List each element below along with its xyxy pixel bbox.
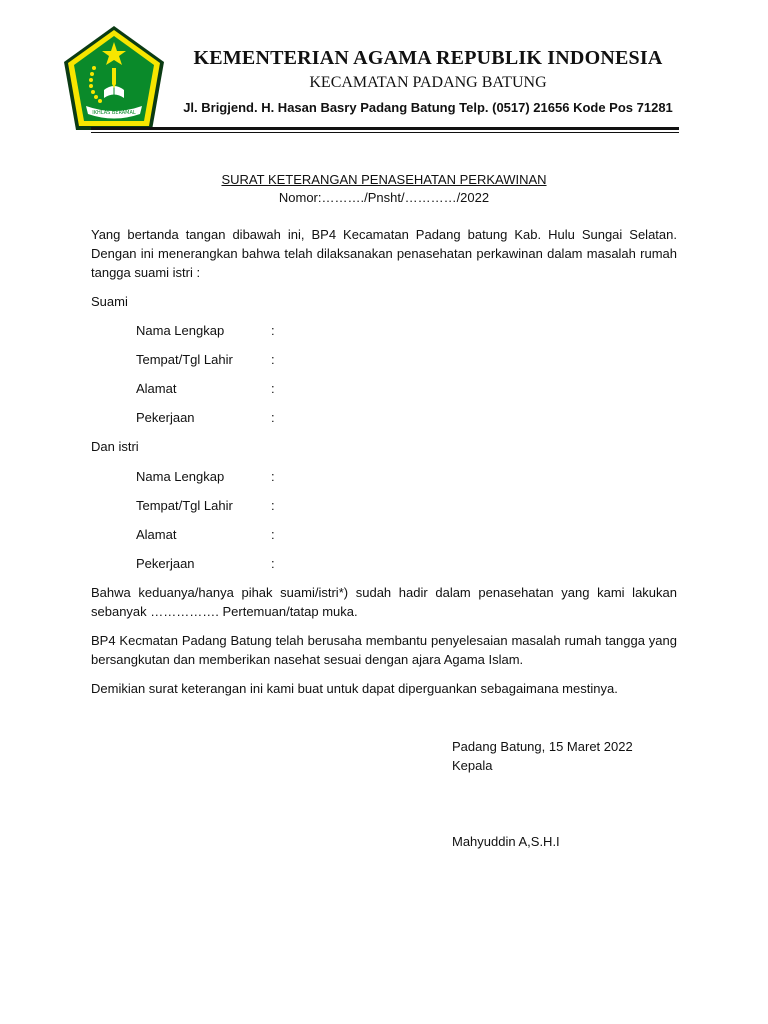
field-colon: : <box>271 381 275 396</box>
document-title: SURAT KETERANGAN PENASEHATAN PERKAWINAN <box>221 172 547 187</box>
signature-place-date: Padang Batung, 15 Maret 2022 <box>452 739 633 754</box>
field-colon: : <box>271 527 275 542</box>
org-name: KEMENTERIAN AGAMA REPUBLIK INDONESIA <box>193 47 663 69</box>
wife-heading: Dan istri <box>91 439 139 454</box>
office-address: Jl. Brigjend. H. Hasan Basry Padang Batung Telp. (0517) 21656 Kode Pos 71281 <box>183 100 673 115</box>
letterhead <box>180 44 676 118</box>
intro-paragraph: Yang bertanda tangan dibawah ini, BP4 Kecamatan Padang batung Kab. Hulu Sungai Selatan. Dengan ini menerangkan bahwa telah dilaksanakan penasehatan perkawinan dalam masalah rumah tangga suami istri : <box>91 227 677 280</box>
document-number: Nomor:………./Pnsht/…………/2022 <box>278 190 490 205</box>
wife-job-label: Pekerjaan <box>136 556 195 571</box>
attendance-paragraph: Bahwa keduanya/hanya pihak suami/istri*) sudah hadir dalam penasehatan yang kami lakukan sebanyak ……………. Pertemuan/tatap muka. <box>91 585 677 619</box>
signatory-name: Mahyuddin A,S.H.I <box>452 834 560 849</box>
field-colon: : <box>271 410 275 425</box>
husband-address-label: Alamat <box>136 381 177 396</box>
wife-name-label: Nama Lengkap <box>136 469 225 484</box>
closing-paragraph: Demikian surat keterangan ini kami buat untuk dapat diperguankan sebagaimana mestinya. <box>91 681 618 696</box>
field-colon: : <box>271 469 275 484</box>
kemenag-emblem-icon <box>60 24 168 136</box>
field-colon: : <box>271 498 275 513</box>
header-rule-thin <box>91 132 679 133</box>
wife-birth-label: Tempat/Tgl Lahir <box>136 498 233 513</box>
husband-birth-label: Tempat/Tgl Lahir <box>136 352 233 367</box>
effort-paragraph: BP4 Kecmatan Padang Batung telah berusaha membantu penyelesaian masalah rumah tangga yang bersangkutan dan memberikan nasehat sesuai dengan ajara Agama Islam. <box>91 633 677 667</box>
field-colon: : <box>271 556 275 571</box>
husband-heading: Suami <box>91 294 128 309</box>
field-colon: : <box>271 323 275 338</box>
husband-name-label: Nama Lengkap <box>136 323 225 338</box>
signature-position: Kepala <box>452 758 493 773</box>
husband-job-label: Pekerjaan <box>136 410 195 425</box>
field-colon: : <box>271 352 275 367</box>
header-rule-thick <box>91 127 679 130</box>
district-name: KECAMATAN PADANG BATUNG <box>309 74 547 91</box>
svg-text:IKHLAS BERAMAL: IKHLAS BERAMAL <box>92 110 136 116</box>
wife-address-label: Alamat <box>136 527 177 542</box>
